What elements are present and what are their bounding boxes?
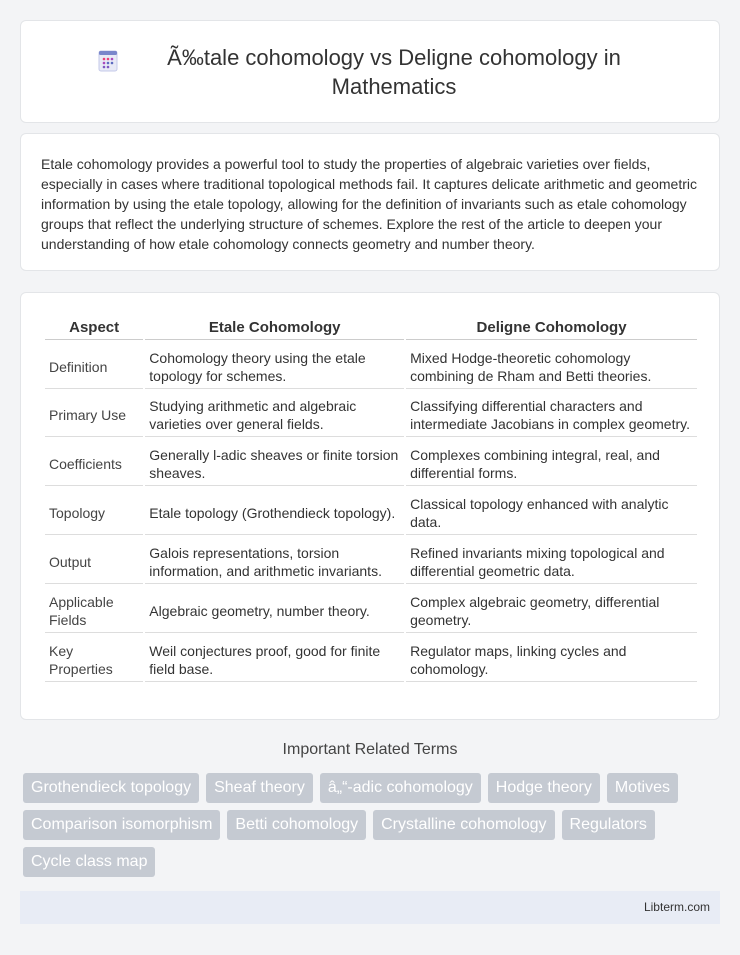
row-deligne: Refined invariants mixing topological and differential geometric data.: [406, 537, 697, 584]
row-deligne: Complex algebraic geometry, differential geometry.: [406, 586, 697, 633]
table-row: [45, 537, 697, 584]
tag-hodge-theory[interactable]: Hodge theory: [488, 773, 600, 803]
tag-grothendieck-topology[interactable]: Grothendieck topology: [23, 773, 199, 803]
row-aspect: Key Properties: [45, 635, 143, 682]
table-row: [45, 488, 697, 535]
header-deligne: Deligne Cohomology: [406, 317, 697, 340]
tag-comparison-isomorphism[interactable]: Comparison isomorphism: [23, 810, 220, 840]
row-etale: Generally l-adic sheaves or finite torsion sheaves.: [145, 439, 404, 486]
table-row: [45, 586, 697, 633]
table-header-row: [45, 317, 697, 340]
footer: [20, 891, 720, 924]
tag-betti-cohomology[interactable]: Betti cohomology: [227, 810, 366, 840]
intro-card: [20, 133, 720, 271]
row-etale: Weil conjectures proof, good for finite field base.: [145, 635, 404, 682]
row-deligne: Classifying differential characters and intermediate Jacobians in complex geometry.: [406, 391, 697, 437]
row-aspect: Topology: [45, 488, 143, 535]
tag-motives[interactable]: Motives: [607, 773, 678, 803]
row-aspect: Primary Use: [45, 391, 143, 437]
header-etale: Etale Cohomology: [145, 317, 404, 340]
table-row: [45, 342, 697, 389]
title-card: [20, 20, 720, 123]
row-deligne: Complexes combining integral, real, and differential forms.: [406, 439, 697, 486]
tag-cycle-class-map[interactable]: Cycle class map: [23, 847, 155, 877]
header-aspect: Aspect: [45, 317, 143, 340]
table-row: [45, 439, 697, 486]
row-etale: Cohomology theory using the etale topology for schemes.: [145, 342, 404, 389]
row-etale: Algebraic geometry, number theory.: [145, 586, 404, 633]
row-deligne: Mixed Hodge-theoretic cohomology combining de Rham and Betti theories.: [406, 342, 697, 389]
table-row: [45, 391, 697, 437]
title-wrap: [96, 43, 644, 101]
tag-l-adic-cohomology[interactable]: â„“-adic cohomology: [320, 773, 481, 803]
intro-paragraph: Etale cohomology provides a powerful tool to study the properties of algebraic varieties over fields, especially in cases where traditional topological methods fail. It captures delicate arithmetic and geometric information by using the etale topology, allowing for the definition of invariants such as etale cohomology groups that reflect the underlying structure of schemes. Explore the rest of the article to deepen your understanding of how etale cohomology connects geometry and number theory.: [41, 156, 698, 252]
tag-regulators[interactable]: Regulators: [562, 810, 655, 840]
comparison-table-card: [20, 292, 720, 720]
row-aspect: Definition: [45, 342, 143, 389]
page-title: Ã‰tale cohomology vs Deligne cohomology in Mathematics: [167, 44, 621, 99]
row-deligne: Regulator maps, linking cycles and cohomology.: [406, 635, 697, 682]
footer-site-link[interactable]: Libterm.com: [643, 900, 710, 914]
row-deligne: Classical topology enhanced with analytic data.: [406, 488, 697, 535]
row-etale: Etale topology (Grothendieck topology).: [145, 488, 404, 535]
tag-sheaf-theory[interactable]: Sheaf theory: [206, 773, 313, 803]
related-terms-heading: Important Related Terms: [282, 741, 458, 758]
document-icon: [96, 49, 120, 73]
row-etale: Galois representations, torsion information, and arithmetic invariants.: [145, 537, 404, 584]
tag-crystalline-cohomology[interactable]: Crystalline cohomology: [373, 810, 554, 840]
table-row: [45, 635, 697, 682]
row-aspect: Applicable Fields: [45, 586, 143, 633]
row-aspect: Coefficients: [45, 439, 143, 486]
related-terms-list: [23, 773, 723, 884]
row-etale: Studying arithmetic and algebraic varieties over general fields.: [145, 391, 404, 437]
comparison-table: [43, 315, 699, 684]
row-aspect: Output: [45, 537, 143, 584]
